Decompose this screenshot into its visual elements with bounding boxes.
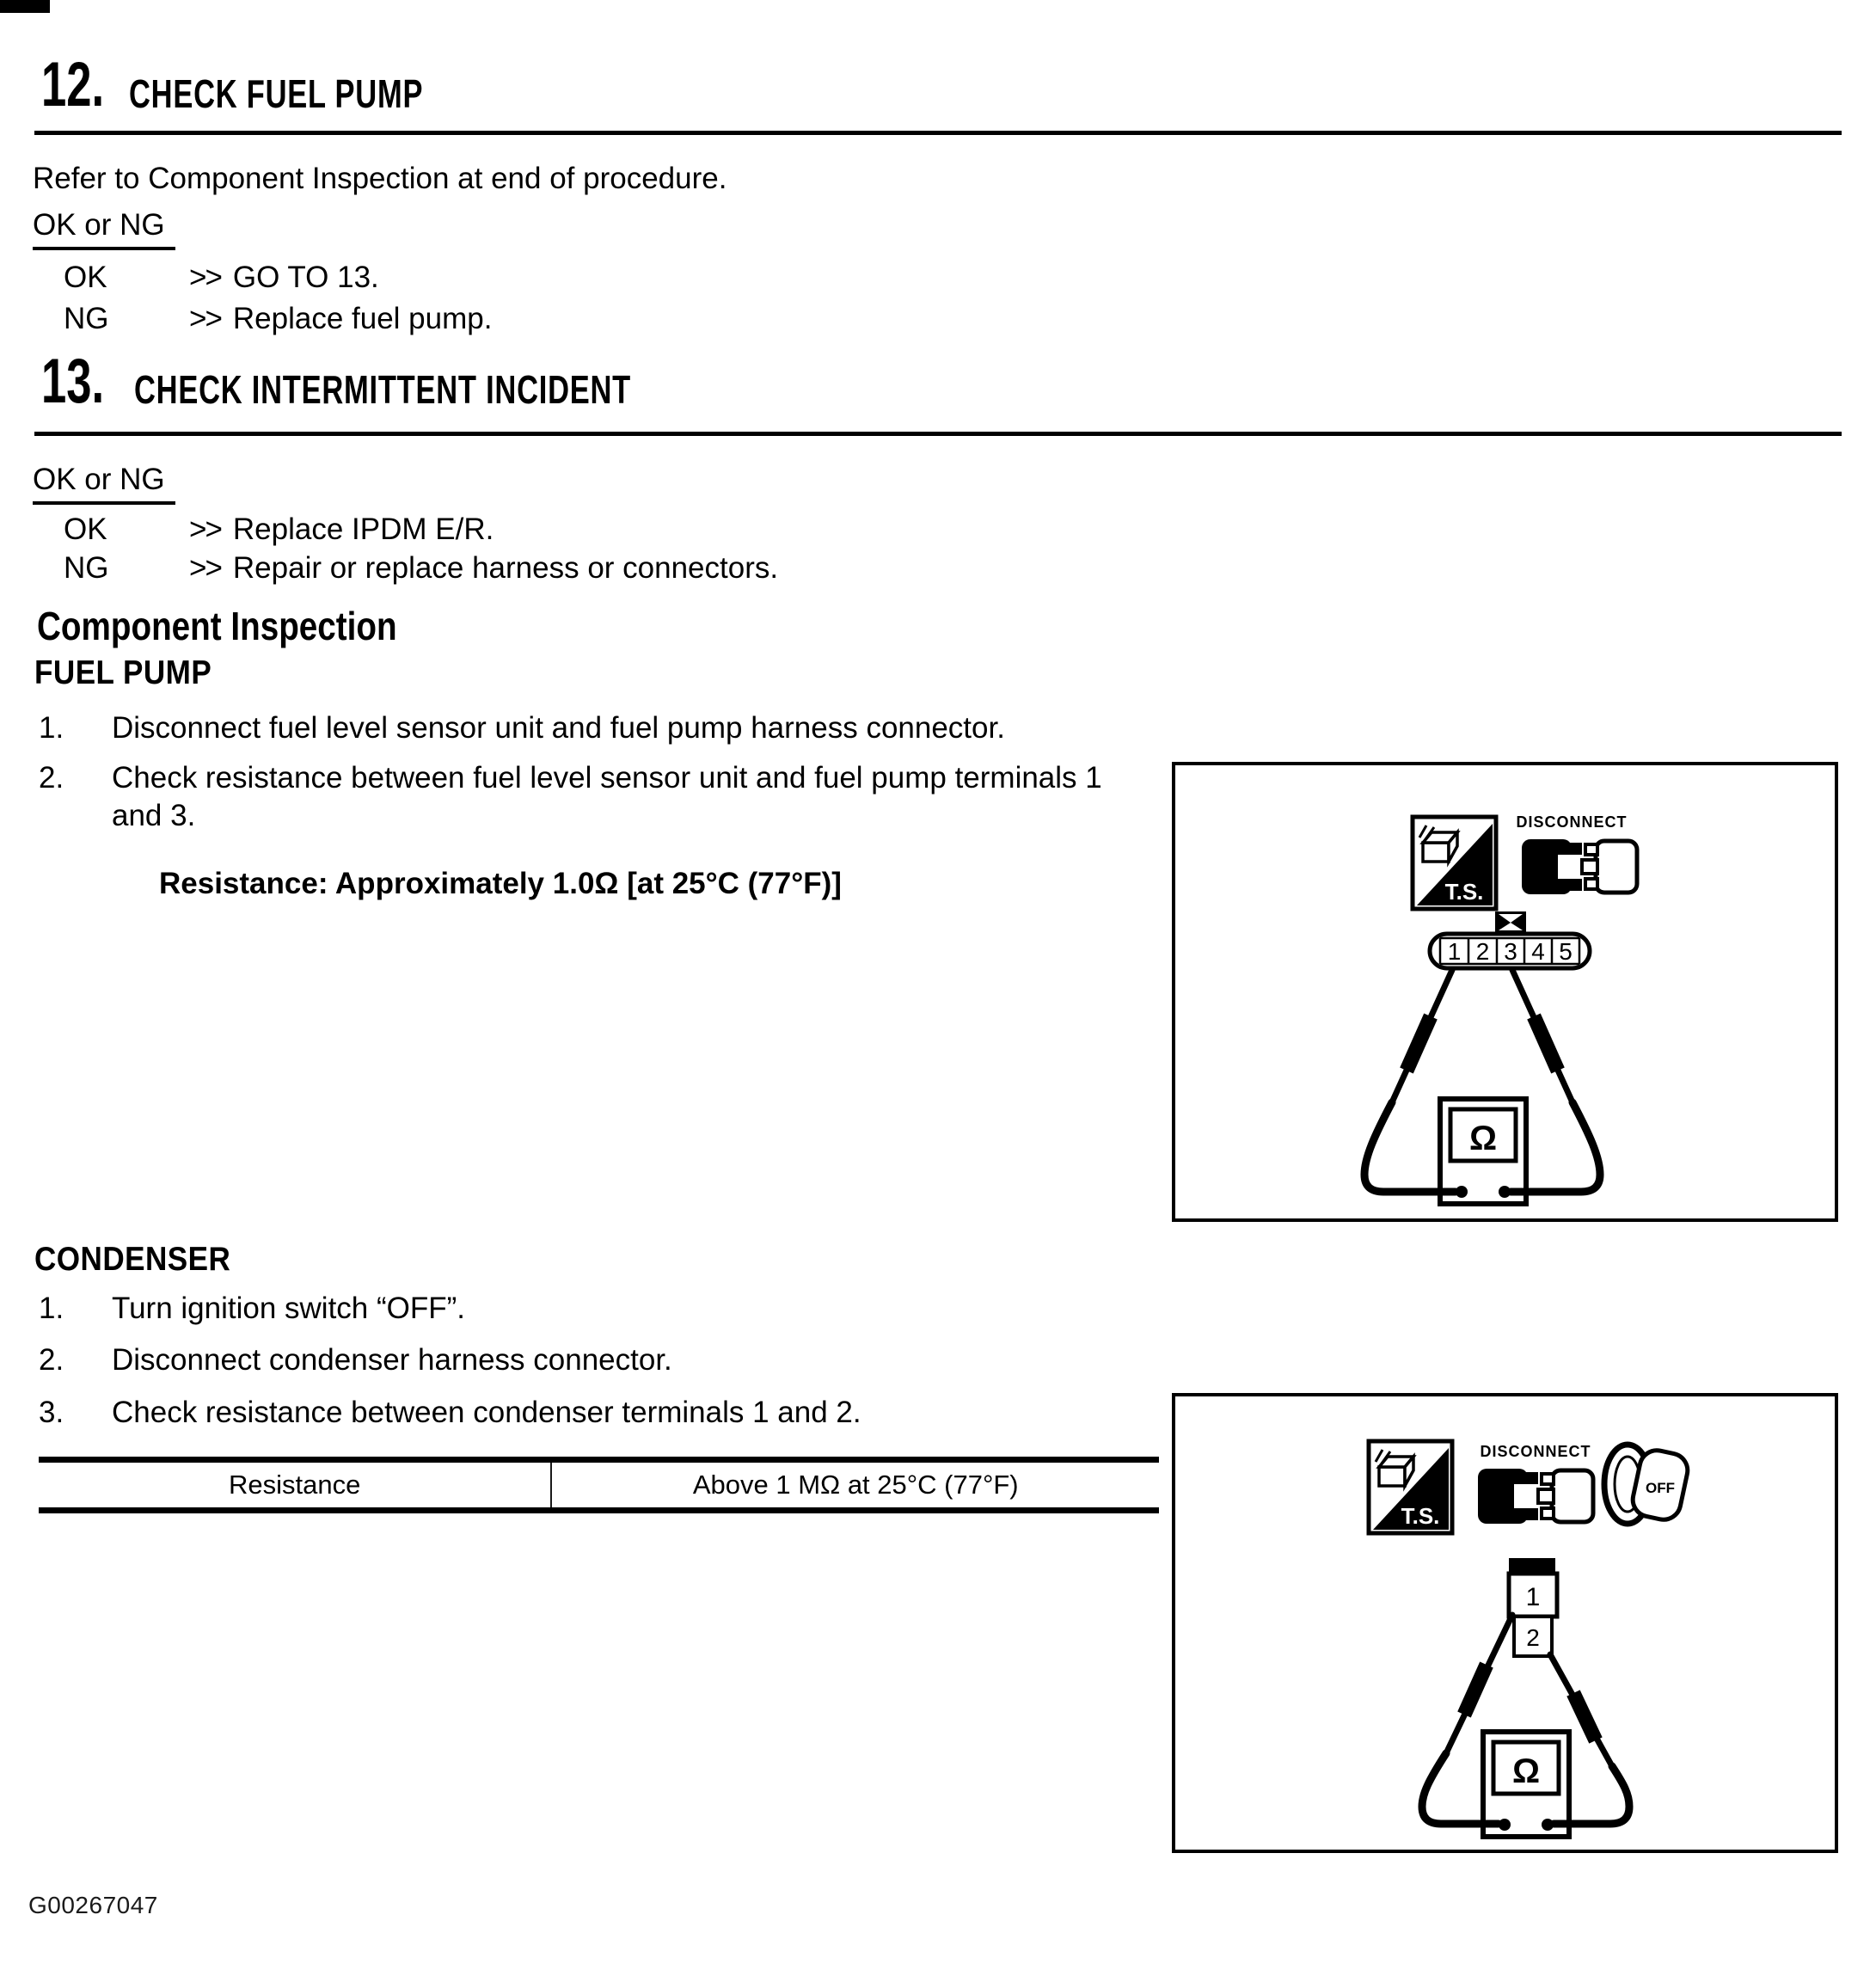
- condenser-step-1: [39, 1290, 1143, 1328]
- result-arrow: >>: [189, 261, 221, 294]
- result-label: NG: [64, 551, 109, 585]
- result-action: Replace IPDM E/R.: [232, 512, 494, 546]
- condenser-step-3: [39, 1394, 1143, 1432]
- fuel-pump-check-figure: [1175, 765, 1835, 1218]
- step13-number: 13.: [41, 347, 105, 416]
- step13-decision-label: OK or NG: [33, 463, 175, 505]
- result-arrow: >>: [189, 551, 221, 585]
- step12-intro: Refer to Component Inspection at end of procedure.: [33, 162, 727, 195]
- result-action: Replace fuel pump.: [232, 302, 493, 335]
- step12-decision-label: OK or NG: [33, 208, 175, 250]
- fuel-pump-resistance-spec: Resistance: Approximately 1.0Ω [at 25°C (77°F)]: [159, 867, 842, 900]
- table-cell-value: Above 1 MΩ at 25°C (77°F): [692, 1470, 1019, 1500]
- condenser-check-diagram: [1172, 1393, 1838, 1853]
- result-action: Repair or replace harness or connectors.: [232, 551, 779, 585]
- list-text: Disconnect fuel level sensor unit and fuel pump harness connector.: [112, 711, 1005, 745]
- terminal-1: 1: [1447, 938, 1462, 965]
- probe-left-grip: [1464, 1665, 1487, 1715]
- result-arrow: >>: [189, 302, 221, 335]
- ignition-off-label: OFF: [1646, 1480, 1675, 1496]
- condenser-check-figure: [1175, 1396, 1835, 1850]
- resistance-spec-table: [39, 1457, 1159, 1513]
- probe-right-grip: [1573, 1693, 1596, 1740]
- figure-code: G00267047: [28, 1892, 158, 1918]
- list-text: Turn ignition switch “OFF”.: [112, 1292, 466, 1325]
- disconnect-label: DISCONNECT: [1480, 1443, 1591, 1460]
- step13-result-ng: [64, 550, 778, 586]
- section-rule: [34, 432, 1842, 436]
- condenser-heading: CONDENSER: [34, 1241, 231, 1278]
- list-text: Check resistance between fuel level sensor unit and fuel pump terminals 1 and 3.: [112, 761, 1102, 832]
- section-rule: [34, 131, 1842, 135]
- ts-icon: [1413, 817, 1496, 909]
- connector-cap: [1509, 1558, 1555, 1574]
- terminal-2: 2: [1526, 1624, 1540, 1651]
- step13-title: CHECK INTERMITTENT INCIDENT: [134, 367, 631, 412]
- probe-left-grip: [1407, 1016, 1431, 1071]
- result-label: OK: [64, 261, 107, 294]
- list-number: 1.: [39, 1292, 64, 1325]
- ignition-off-icon: [1604, 1445, 1690, 1524]
- table-cell-label: Resistance: [39, 1463, 552, 1507]
- list-number: 2.: [39, 761, 64, 795]
- list-text: Check resistance between condenser terminals 1 and 2.: [112, 1396, 861, 1429]
- terminal-5: 5: [1559, 938, 1573, 965]
- fuel-pump-step-1: [39, 709, 1143, 747]
- list-text: Disconnect condenser harness connector.: [112, 1343, 672, 1377]
- terminal-2: 2: [1475, 938, 1490, 965]
- disconnect-label: DISCONNECT: [1516, 813, 1628, 831]
- list-number: 3.: [39, 1396, 64, 1429]
- step12-number: 12.: [41, 50, 105, 120]
- result-label: NG: [64, 302, 109, 335]
- step12-title: CHECK FUEL PUMP: [129, 71, 424, 116]
- fuel-pump-heading: FUEL PUMP: [34, 654, 212, 691]
- ts-icon: [1369, 1441, 1452, 1533]
- fuel-pump-step-2: [39, 759, 1143, 835]
- condenser-connector-pins: [1509, 1558, 1557, 1656]
- fuel-pump-check-diagram: [1172, 762, 1838, 1222]
- terminal-3: 3: [1504, 938, 1517, 965]
- step12-result-ng: [64, 301, 492, 337]
- probe-right-grip: [1534, 1016, 1558, 1071]
- terminal-4: 4: [1531, 938, 1545, 965]
- condenser-step-2: [39, 1341, 1143, 1379]
- result-action: GO TO 13.: [232, 261, 379, 294]
- disconnect-icon: [1478, 1469, 1593, 1524]
- result-label: OK: [64, 512, 107, 546]
- step12-result-ok: [64, 260, 379, 296]
- list-number: 2.: [39, 1343, 64, 1377]
- test-probes: [1392, 970, 1573, 1102]
- component-inspection-heading: Component Inspection: [37, 604, 397, 648]
- fuel-pump-connector-pins: [1430, 911, 1590, 968]
- terminal-1: 1: [1525, 1583, 1541, 1611]
- disconnect-icon: [1522, 839, 1637, 894]
- result-arrow: >>: [189, 512, 221, 546]
- step13-result-ok: [64, 512, 494, 548]
- scan-artifact-mark: [0, 0, 50, 13]
- list-number: 1.: [39, 711, 64, 745]
